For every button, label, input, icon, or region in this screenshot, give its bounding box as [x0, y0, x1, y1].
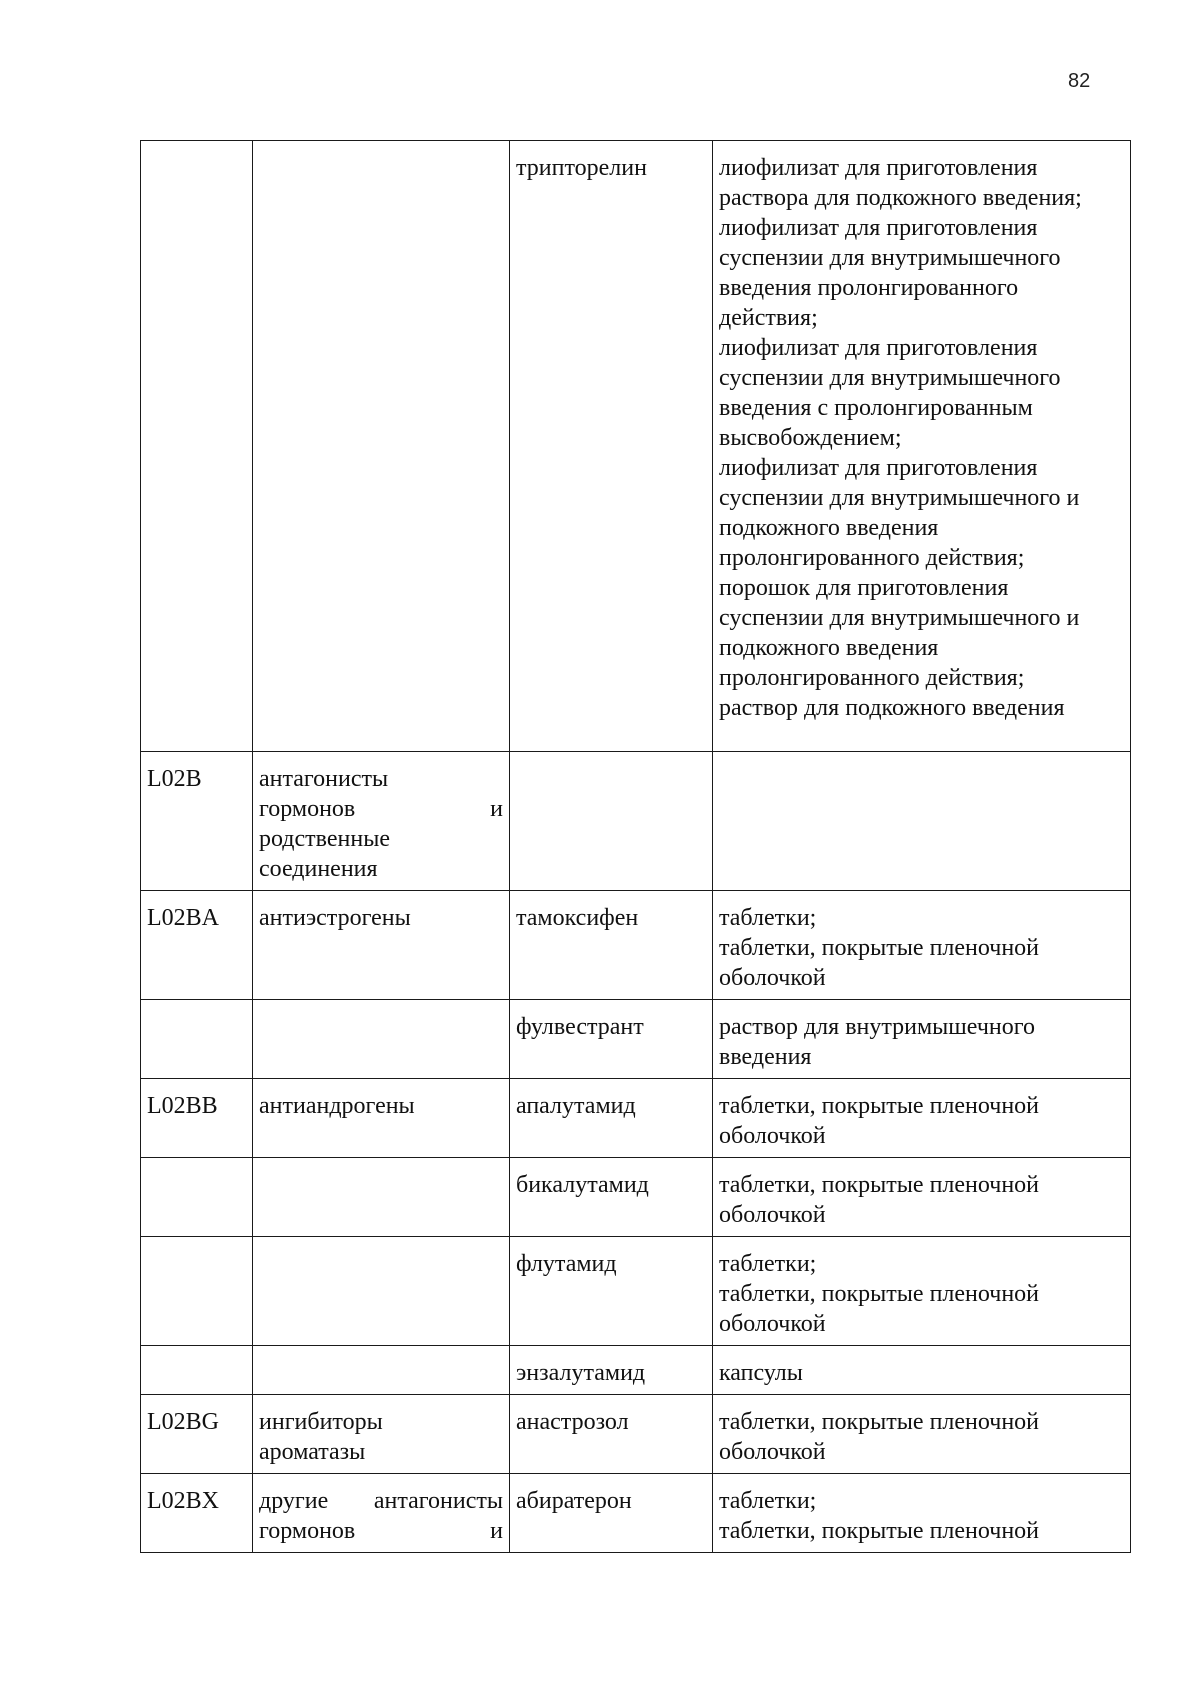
atc-code-cell — [141, 141, 253, 752]
dosage-forms-cell: таблетки; таблетки, покрытые пленочной оболочкой — [713, 891, 1131, 1000]
drug-name-cell: бикалутамид — [510, 1158, 713, 1237]
drug-name-cell — [510, 752, 713, 891]
dosage-forms-cell: капсулы — [713, 1346, 1131, 1395]
atc-code-cell — [141, 1158, 253, 1237]
group-name-word: гормонов — [259, 1518, 356, 1544]
table-row — [141, 1474, 1131, 1553]
dosage-forms-cell: раствор для внутримышечного введения — [713, 1000, 1131, 1079]
group-name-cell — [253, 1237, 510, 1346]
group-name-word: другие — [259, 1488, 329, 1514]
atc-code-cell: L02BA — [141, 891, 253, 1000]
group-name-cell — [253, 1346, 510, 1395]
group-name-cell — [253, 1000, 510, 1079]
drug-name-cell: апалутамид — [510, 1079, 713, 1158]
atc-code-cell: L02BX — [141, 1474, 253, 1553]
drug-name-cell: трипторелин — [510, 141, 713, 752]
table-row — [141, 1158, 1131, 1237]
group-name-word: антагонисты — [373, 1488, 503, 1514]
drug-name-cell: энзалутамид — [510, 1346, 713, 1395]
group-name-cell: ингибиторы ароматазы — [253, 1395, 510, 1474]
group-name-line — [259, 794, 503, 824]
table-row — [141, 1346, 1131, 1395]
group-name-line — [259, 1486, 503, 1516]
dosage-forms-cell — [713, 752, 1131, 891]
table-row — [141, 891, 1131, 1000]
dosage-forms-cell: таблетки, покрытые пленочной оболочкой — [713, 1079, 1131, 1158]
drug-name-cell: флутамид — [510, 1237, 713, 1346]
atc-code-cell: L02BB — [141, 1079, 253, 1158]
group-name-word: и — [490, 796, 503, 822]
dosage-forms-cell: таблетки; таблетки, покрытые пленочной — [713, 1474, 1131, 1553]
drug-name-cell: тамоксифен — [510, 891, 713, 1000]
group-name-cell: антиэстрогены — [253, 891, 510, 1000]
atc-code-cell: L02B — [141, 752, 253, 891]
dosage-forms-cell: лиофилизат для приготовления раствора для подкожного введения; лиофилизат для приготовления суспензии для внутримышечного введения пролонгированного действия; лиофилизат для приготовления суспензии для внутримышечного введения с пролонгированным высвобождением; лиофилизат для приготовления суспензии для внутримышечного и подкожного введения пролонгированного действия; порошок для приготовления суспензии для внутримышечного и подкожного введения пролонгированного действия; раствор для подкожного введения — [713, 141, 1131, 752]
drug-name-cell: абиратерон — [510, 1474, 713, 1553]
group-name-word: гормонов — [259, 796, 356, 822]
table-row — [141, 1000, 1131, 1079]
table-row — [141, 1079, 1131, 1158]
atc-code-cell — [141, 1237, 253, 1346]
atc-code-cell: L02BG — [141, 1395, 253, 1474]
group-name-cell — [253, 752, 510, 891]
group-name-line — [259, 1516, 503, 1546]
dosage-forms-cell: таблетки, покрытые пленочной оболочкой — [713, 1158, 1131, 1237]
drug-table — [140, 140, 1131, 1553]
dosage-forms-cell: таблетки; таблетки, покрытые пленочной оболочкой — [713, 1237, 1131, 1346]
page-number: 82 — [1068, 70, 1091, 92]
atc-code-cell — [141, 1346, 253, 1395]
group-name-cell — [253, 141, 510, 752]
table-row — [141, 1237, 1131, 1346]
atc-code-cell — [141, 1000, 253, 1079]
group-name-word: и — [490, 1518, 503, 1544]
table-row — [141, 752, 1131, 891]
drug-name-cell: анастрозол — [510, 1395, 713, 1474]
drug-name-cell: фулвестрант — [510, 1000, 713, 1079]
dosage-forms-cell: таблетки, покрытые пленочной оболочкой — [713, 1395, 1131, 1474]
table-row — [141, 141, 1131, 752]
table-row — [141, 1395, 1131, 1474]
group-name-line: антагонисты — [259, 766, 389, 792]
group-name-cell: антиандрогены — [253, 1079, 510, 1158]
group-name-cell — [253, 1474, 510, 1553]
group-name-line: родственные соединения — [259, 826, 390, 882]
group-name-cell — [253, 1158, 510, 1237]
